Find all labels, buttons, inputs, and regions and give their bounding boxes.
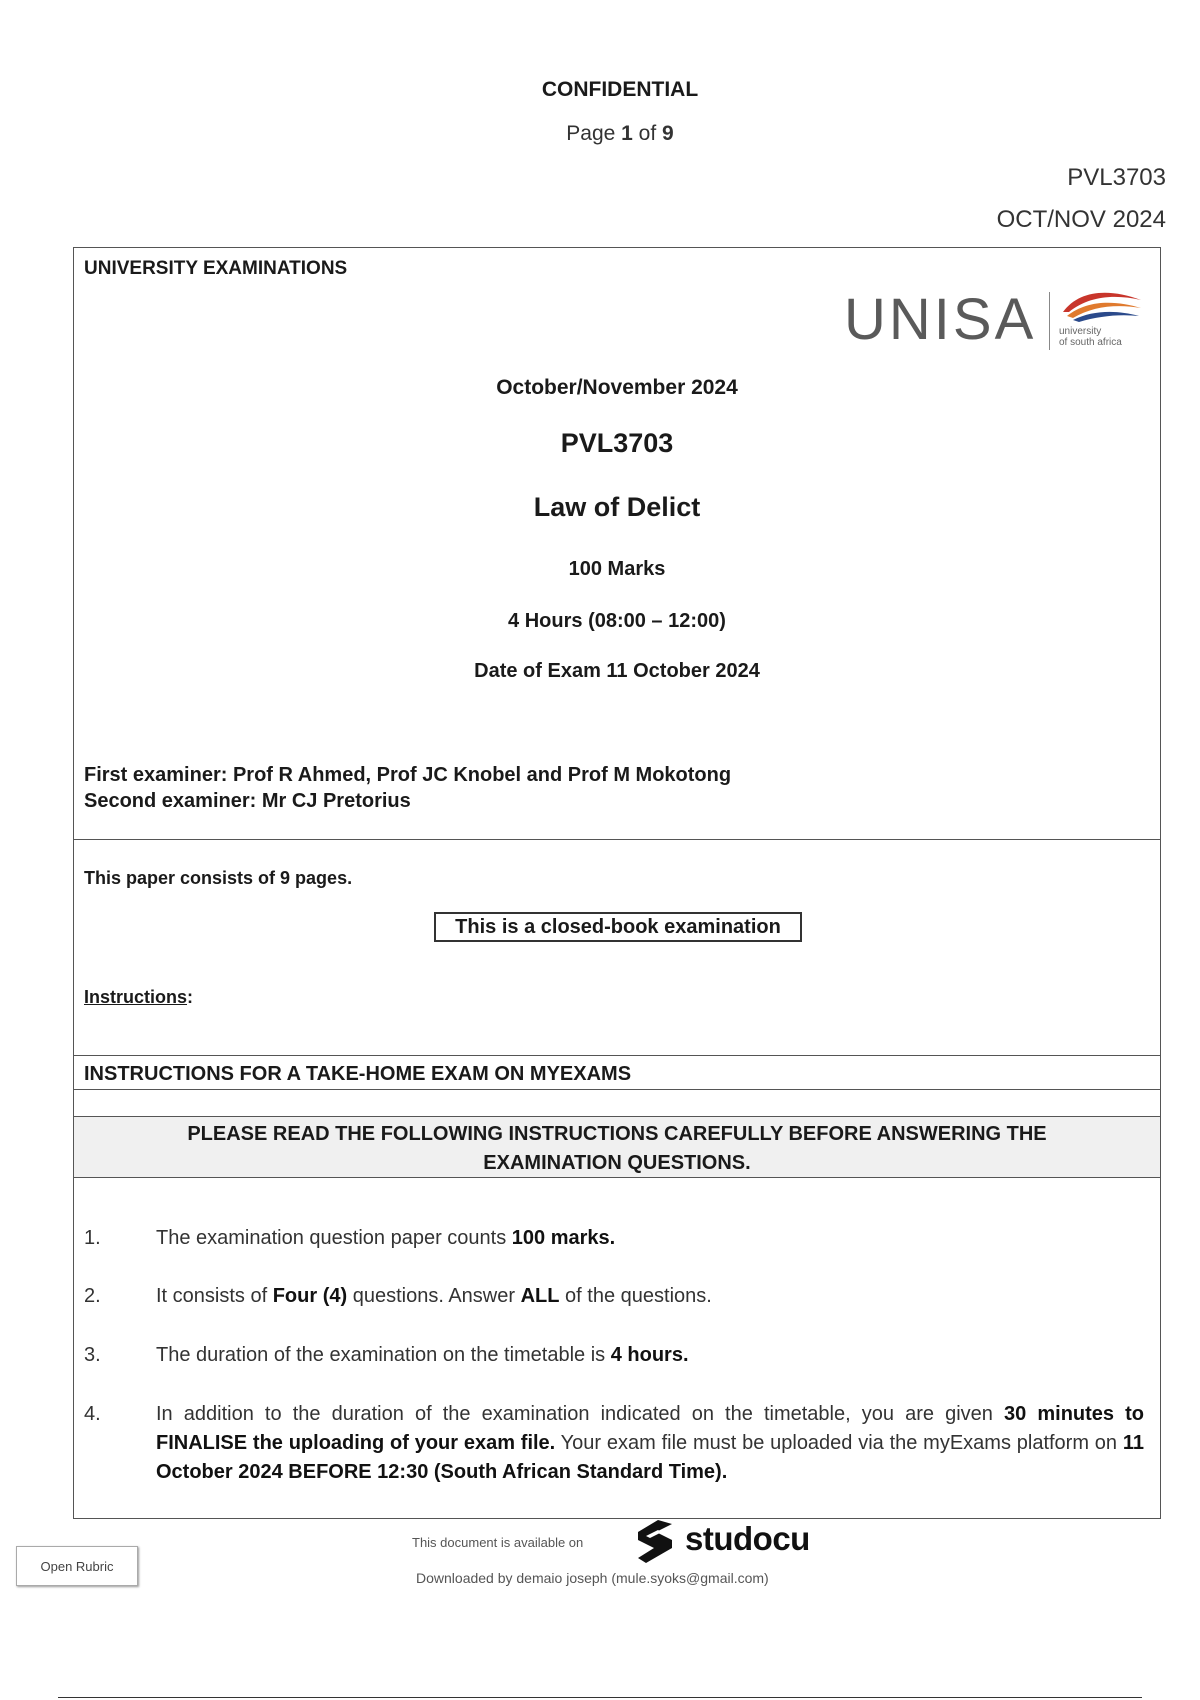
instructions-label: Instructions [84, 987, 188, 1007]
instruction-text: The duration of the examination on the timetable is [156, 1344, 611, 1366]
footer-rule [58, 1697, 1142, 1698]
instruction-number: 1. [84, 1227, 101, 1249]
unisa-wordmark: UNISA [844, 287, 1037, 352]
first-examiner: First examiner: Prof R Ahmed, Prof JC Knobel and Prof M Mokotong [84, 764, 732, 786]
takehome-heading: INSTRUCTIONS FOR A TAKE-HOME EXAM ON MYEXAMS [84, 1063, 632, 1085]
instruction-item [84, 1341, 1144, 1370]
unisa-subtitle-line1: university [1059, 326, 1102, 337]
read-instructions-banner [74, 1117, 1160, 1177]
page-mid: of [632, 122, 663, 145]
exam-date: Date of Exam 11 October 2024 [474, 660, 760, 682]
module-name: Law of Delict [533, 492, 701, 522]
instruction-item [84, 1400, 1144, 1487]
instruction-bold: 30 minutes to FINALISE the uploading of your exam file. [156, 1403, 1145, 1454]
section-divider [74, 1177, 1160, 1178]
exam-duration: 4 Hours (08:00 – 12:00) [508, 610, 726, 632]
section-divider [74, 1089, 1160, 1090]
unisa-swoosh-icon [1059, 286, 1144, 324]
instruction-bold: Four (4) [272, 1285, 348, 1307]
pages-note: This paper consists of 9 pages. [84, 868, 353, 888]
open-rubric-button[interactable]: Open Rubric [16, 1546, 138, 1586]
instructions-colon: : [187, 987, 194, 1007]
exam-cover-box [73, 247, 1161, 1519]
banner-line-1: PLEASE READ THE FOLLOWING INSTRUCTIONS CAREFULLY BEFORE ANSWERING THE [187, 1123, 1047, 1145]
university-examinations-label: UNIVERSITY EXAMINATIONS [84, 258, 348, 279]
instruction-bold: 100 marks. [511, 1227, 616, 1249]
session-title: October/November 2024 [496, 376, 738, 399]
instruction-text: It consists of [156, 1285, 273, 1307]
available-on-label: This document is available on [412, 1535, 584, 1550]
instruction-text: Your exam file must be uploaded via the myExams platform on [555, 1432, 1123, 1454]
total-marks: 100 Marks [568, 558, 666, 580]
instruction-item [84, 1282, 1144, 1311]
module-code: PVL3703 [560, 428, 674, 458]
page-total: 9 [662, 122, 674, 145]
unisa-subtitle [1059, 326, 1122, 348]
section-divider [74, 839, 1160, 840]
studocu-logo-icon [632, 1518, 680, 1564]
instruction-number: 2. [84, 1285, 101, 1307]
downloaded-by-label: Downloaded by demaio joseph (mule.syoks@gmail.com) [416, 1570, 769, 1586]
closed-book-notice: This is a closed-book examination [434, 912, 802, 942]
course-code-header: PVL3703 [1067, 164, 1166, 191]
instruction-bold: 4 hours. [610, 1344, 689, 1366]
session-header: OCT/NOV 2024 [996, 206, 1166, 233]
unisa-subtitle-line2: of south africa [1059, 337, 1122, 348]
studocu-brand[interactable]: studocu [685, 1520, 810, 1557]
instruction-text: of the questions. [559, 1285, 712, 1307]
page-current: 1 [621, 122, 633, 145]
instruction-number: 3. [84, 1344, 101, 1366]
banner-line-2: EXAMINATION QUESTIONS. [483, 1152, 751, 1174]
instruction-number: 4. [84, 1403, 101, 1425]
instructions-heading [84, 987, 193, 1008]
page-indicator [0, 122, 1200, 146]
second-examiner: Second examiner: Mr CJ Pretorius [84, 790, 411, 812]
confidential-label: CONFIDENTIAL [541, 78, 699, 101]
instruction-text: In addition to the duration of the examination indicated on the timetable, you are given [156, 1403, 1005, 1425]
instruction-bold: 11 October 2024 BEFORE 12:30 (South African Standard Time). [156, 1432, 1144, 1483]
unisa-logo [844, 286, 1144, 360]
instruction-item [84, 1224, 1144, 1253]
instruction-text: questions. Answer [347, 1285, 521, 1307]
instruction-text: The examination question paper counts [156, 1227, 512, 1249]
instruction-bold: ALL [520, 1285, 560, 1307]
page-prefix: Page [566, 122, 622, 145]
logo-divider [1049, 292, 1050, 350]
section-divider [74, 1055, 1160, 1056]
